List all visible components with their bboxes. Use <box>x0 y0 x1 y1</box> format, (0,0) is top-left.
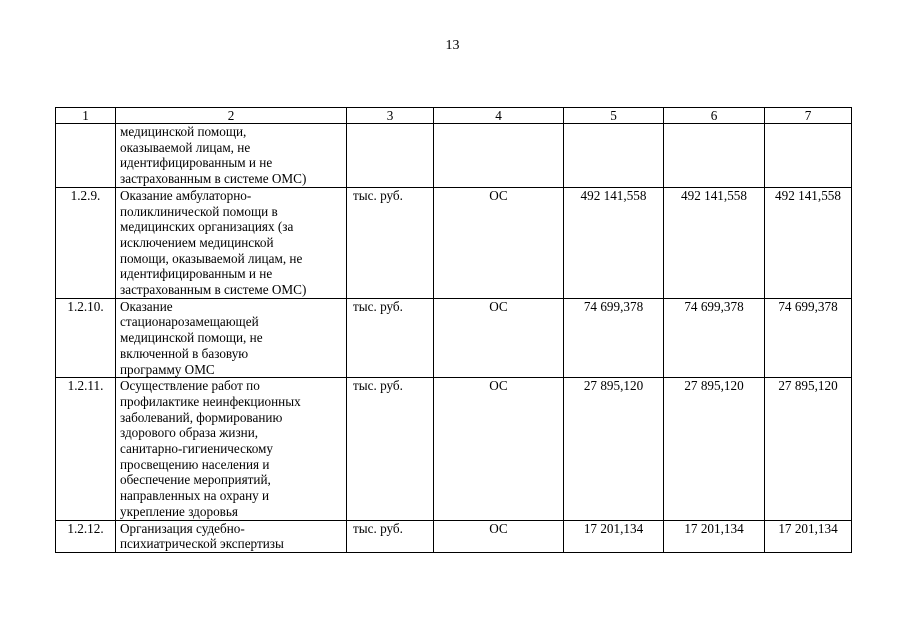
row-name-line: психиатрической экспертизы <box>120 536 284 552</box>
row-value-cell: 17 201,134 <box>765 520 852 552</box>
row-name-cell <box>116 187 347 298</box>
row-name-line: укрепление здоровья <box>120 503 238 519</box>
row-value-cell: 17 201,134 <box>664 520 765 552</box>
row-name-line: Организация судебно- <box>120 520 245 536</box>
row-name-line: санитарно-гигиеническому <box>120 441 273 457</box>
row-name-line: просвещению населения и <box>120 456 270 472</box>
row-value-cell <box>564 124 664 188</box>
row-name-line: обеспечение мероприятий, <box>120 472 271 488</box>
row-name-line: поликлинической помощи в <box>120 203 278 219</box>
row-name-line: исключением медицинской <box>120 234 274 250</box>
table-row <box>56 187 852 298</box>
header-cell: 5 <box>564 108 664 124</box>
row-source-cell: ОС <box>434 378 564 520</box>
row-name-line: оказываемой лицам, не <box>120 139 251 155</box>
row-value-cell: 74 699,378 <box>564 298 664 378</box>
row-name-line: идентифицированным и не <box>120 266 273 282</box>
row-name-cell <box>116 378 347 520</box>
row-value-cell: 492 141,558 <box>564 187 664 298</box>
row-name-line: застрахованным в системе ОМС) <box>120 282 307 298</box>
header-cell: 4 <box>434 108 564 124</box>
row-name-line: медицинской помощи, <box>120 124 247 139</box>
row-value-cell: 492 141,558 <box>664 187 765 298</box>
row-value-cell <box>765 124 852 188</box>
row-unit-cell <box>347 124 434 188</box>
row-number-cell: 1.2.12. <box>56 520 116 552</box>
row-number-cell: 1.2.9. <box>56 187 116 298</box>
table-row <box>56 378 852 520</box>
row-name-line: профилактике неинфекционных <box>120 393 301 409</box>
row-name-cell <box>116 298 347 378</box>
row-name-line: здорового образа жизни, <box>120 425 259 441</box>
row-value-cell: 74 699,378 <box>664 298 765 378</box>
row-name-line: Оказание амбулаторно- <box>120 187 252 203</box>
row-name-cell <box>116 124 347 188</box>
row-source-cell: ОС <box>434 520 564 552</box>
row-value-cell: 74 699,378 <box>765 298 852 378</box>
row-number-cell: 1.2.10. <box>56 298 116 378</box>
row-source-cell: ОС <box>434 298 564 378</box>
page-number: 13 <box>445 38 460 53</box>
row-value-cell: 17 201,134 <box>564 520 664 552</box>
row-value-cell: 27 895,120 <box>564 378 664 520</box>
row-number-cell <box>56 124 116 188</box>
row-unit-cell: тыс. руб. <box>347 378 434 520</box>
row-source-cell: ОС <box>434 187 564 298</box>
header-cell: 7 <box>765 108 852 124</box>
row-value-cell: 27 895,120 <box>765 378 852 520</box>
table-row <box>56 124 852 188</box>
row-name-line: медицинской помощи, не <box>120 330 263 346</box>
row-unit-cell: тыс. руб. <box>347 520 434 552</box>
table-row <box>56 520 852 552</box>
table-row <box>56 298 852 378</box>
table-header-row <box>56 108 852 124</box>
row-unit-cell: тыс. руб. <box>347 298 434 378</box>
row-name-line: направленных на охрану и <box>120 488 270 504</box>
row-unit-cell: тыс. руб. <box>347 187 434 298</box>
row-name-line: заболеваний, формированию <box>120 409 283 425</box>
header-cell: 3 <box>347 108 434 124</box>
header-cell: 1 <box>56 108 116 124</box>
row-value-cell <box>664 124 765 188</box>
row-value-cell: 27 895,120 <box>664 378 765 520</box>
header-cell: 6 <box>664 108 765 124</box>
row-name-line: помощи, оказываемой лицам, не <box>120 250 303 266</box>
row-name-line: медицинских организациях (за <box>120 219 294 235</box>
budget-table <box>55 107 852 553</box>
row-number-cell: 1.2.11. <box>56 378 116 520</box>
row-name-line: включенной в базовую <box>120 345 249 361</box>
table-body <box>56 108 852 553</box>
row-name-line: стационарозамещающей <box>120 314 259 330</box>
row-value-cell: 492 141,558 <box>765 187 852 298</box>
row-name-line: идентифицированным и не <box>120 155 273 171</box>
row-name-cell <box>116 520 347 552</box>
row-name-line: Оказание <box>120 298 173 314</box>
row-name-line: Осуществление работ по <box>120 378 260 394</box>
row-name-line: программу ОМС <box>120 361 215 377</box>
row-name-line: застрахованным в системе ОМС) <box>120 171 307 187</box>
header-cell: 2 <box>116 108 347 124</box>
row-source-cell <box>434 124 564 188</box>
